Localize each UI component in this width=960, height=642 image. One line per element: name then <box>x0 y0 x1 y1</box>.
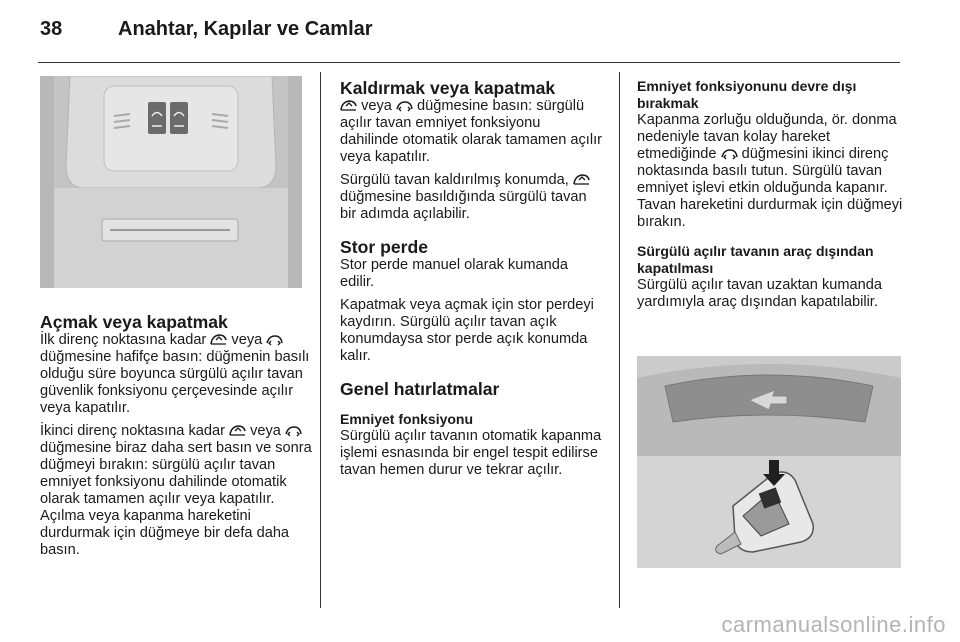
sunroof-button-left <box>148 102 166 134</box>
text-fragment: veya <box>231 332 263 348</box>
text-fragment: İlk direnç noktasına kadar <box>40 332 207 348</box>
text-fragment: düğmesini ikinci direnç noktasında basılı tutun. <box>637 146 889 179</box>
paragraph-disable-safety <box>637 112 903 231</box>
sunroof-open-icon <box>210 333 227 346</box>
text-fragment: düğmesine basın: <box>417 98 533 114</box>
subheading-safety-function: Emniyet fonksiyonu <box>340 411 474 427</box>
paragraph-sunblind-manual: Stor perde manuel olarak kumanda edilir. <box>340 257 568 290</box>
section-heading-general: Genel hatırlatmalar <box>340 379 500 399</box>
paragraph-first-stop <box>40 332 312 417</box>
column-divider-1 <box>320 72 321 608</box>
column-1 <box>40 312 312 565</box>
sunroof-close-icon <box>285 424 302 437</box>
sunroof-close-icon <box>721 147 738 160</box>
text-fragment: İkinci direnç noktasına kadar <box>40 423 225 439</box>
overhead-console-photo <box>40 76 302 288</box>
text-fragment: düğmesine biraz daha sert basın ve sonra düğmeyi bırakın: <box>40 440 312 473</box>
paragraph-second-stop <box>40 423 312 559</box>
text-fragment: düğmesine basıldığında sürgülü tavan bir adımda açılabilir. <box>340 189 587 222</box>
text-fragment: veya <box>250 423 281 439</box>
text-fragment: Kapanma zorluğu olduğunda, ör. donma nedeniyle tavan kolay hareket etmediğinde <box>637 112 897 162</box>
sunroof-tilt-icon <box>340 99 357 112</box>
column-3 <box>637 78 903 317</box>
paragraph-sunblind-slide: Kapatmak veya açmak için stor perdeyi kaydırın. Sürgülü açılır tavan açık konumdaysa stor perde açık konumda kalır. <box>340 297 594 364</box>
section-heading-tilt: Kaldırmak veya kapatmak <box>340 78 556 98</box>
text-fragment: veya <box>361 98 392 114</box>
sunroof-close-icon <box>266 333 283 346</box>
paragraph-tilted-position <box>340 172 602 223</box>
sunroof-button-right <box>170 102 188 134</box>
section-heading-open-close: Açmak veya kapatmak <box>40 312 228 332</box>
page-title: Anahtar, Kapılar ve Camlar <box>118 18 373 40</box>
header-rule <box>38 62 900 63</box>
text-fragment: düğmesine hafifçe basın: <box>40 349 203 365</box>
text-fragment: sürgülü açılır tavan emniyet fonksiyonu dahilinde otomatik olarak tamamen açılır veya kapatılır. Açılma veya kapanma hareketini durdurmak için düğmeye bir defa daha basın. <box>40 457 290 558</box>
column-divider-2 <box>619 72 620 608</box>
sunroof-open-icon <box>229 424 246 437</box>
subheading-remote-close: Sürgülü açılır tavanın araç dışından kapatılması <box>637 243 874 276</box>
page-number: 38 <box>40 18 63 40</box>
overhead-console-illustration <box>40 76 302 288</box>
sunroof-close-icon <box>396 99 413 112</box>
watermark: carmanualsonline.info <box>721 612 946 637</box>
text-fragment: Sürgülü tavan emniyet işlevi etkin olduğunda kapanır. Tavan hareketini durdurmak için düğmeyi bırakın. <box>637 163 903 230</box>
column-2 <box>340 78 602 485</box>
paragraph-remote-close: Sürgülü açılır tavan uzaktan kumanda yardımıyla araç dışından kapatılabilir. <box>637 277 882 310</box>
section-heading-sunblind: Stor perde <box>340 237 428 257</box>
text-fragment: Sürgülü tavan kaldırılmış konumda, <box>340 172 569 188</box>
text-fragment: sürgülü açılır tavan emniyet fonksiyonu dahilinde otomatik olarak tamamen açılır veya kapatılır. <box>340 98 603 165</box>
sunroof-open-icon <box>573 173 590 186</box>
text-fragment: düğmenin basılı olduğu süre boyunca sürgülü açılır tavan güvenlik fonksiyonu çerçevesinde açılır veya kapatılır. <box>40 349 310 416</box>
subheading-disable-safety: Emniyet fonksiyonunu devre dışı bırakmak <box>637 78 857 111</box>
paragraph-safety-function: Sürgülü açılır tavanın otomatik kapanma işlemi esnasında bir engel tespit edilirse tavan hemen durur ve tekrar açılır. <box>340 428 602 478</box>
roof-and-key-illustration <box>637 356 901 568</box>
roof-and-key-photo <box>637 356 901 568</box>
paragraph-tilt <box>340 98 602 166</box>
